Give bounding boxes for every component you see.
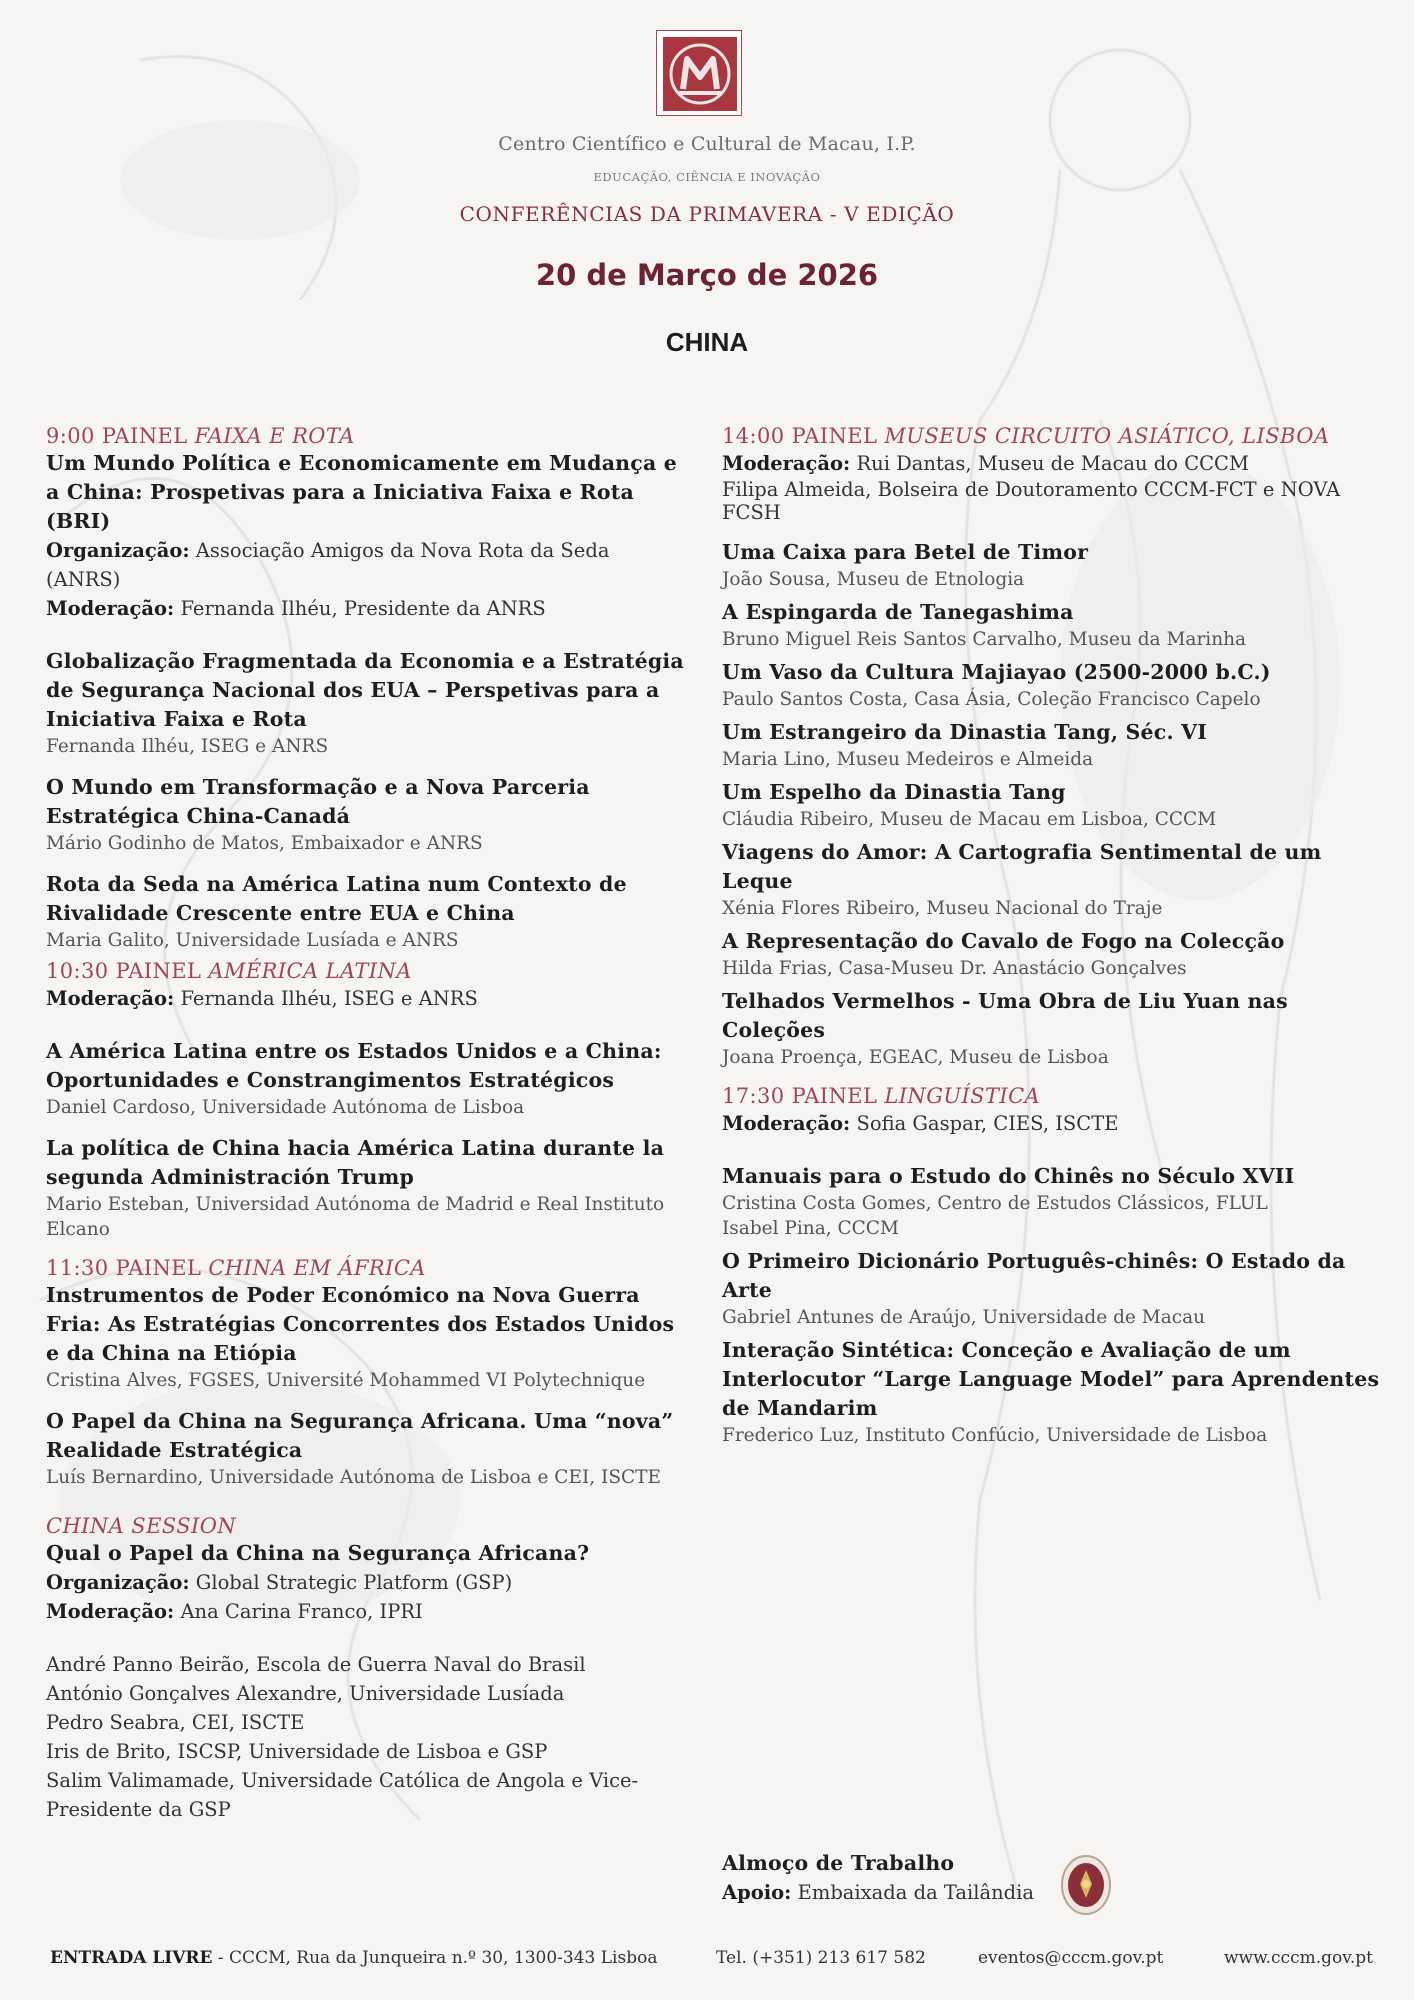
moderation-line: Moderação: Fernanda Ilhéu, Presidente da ANRS: [46, 597, 546, 620]
talk-title: Telhados Vermelhos - Uma Obra de Liu Yuan nas Coleções: [722, 989, 1288, 1042]
cccm-logo: [656, 30, 742, 116]
panel-heading: 10:30 PAINEL AMÉRICA LATINA: [46, 959, 412, 983]
organization-line: Organização: Associação Amigos da Nova Rota da Seda (ANRS): [46, 539, 610, 591]
talk-title: Viagens do Amor: A Cartografia Sentimental de um Leque: [722, 840, 1322, 893]
talk-speaker: Joana Proença, EGEAC, Museu de Lisboa: [722, 1047, 1109, 1068]
panel-heading: 17:30 PAINEL LINGUÍSTICA: [722, 1084, 1041, 1108]
support-line: Apoio: Embaixada da Tailândia: [722, 1881, 1035, 1904]
talk-speaker: Isabel Pina, CCCM: [722, 1218, 899, 1239]
footer-phone: Tel. (+351) 213 617 582: [716, 1948, 926, 1968]
session-title: Um Mundo Política e Economicamente em Mudança e a China: Prospetivas para a Iniciativa Faixa e Rota (BRI): [46, 451, 678, 533]
talk-speaker: Paulo Santos Costa, Casa Ásia, Coleção Francisco Capelo: [722, 689, 1261, 710]
footer-email[interactable]: eventos@cccm.gov.pt: [978, 1948, 1164, 1968]
session-title: Qual o Papel da China na Segurança Africana?: [46, 1541, 590, 1565]
talk-speaker: Frederico Luz, Instituto Confúcio, Universidade de Lisboa: [722, 1425, 1268, 1446]
talk-title: A Representação do Cavalo de Fogo na Colecção: [722, 929, 1285, 953]
moderation-line: Moderação: Sofia Gaspar, CIES, ISCTE: [722, 1112, 1119, 1135]
thai-embassy-emblem-icon: [1060, 1854, 1112, 1916]
talk-title: Rota da Seda na América Latina num Contexto de Rivalidade Crescente entre EUA e China: [46, 872, 627, 925]
panel-heading: 14:00 PAINEL MUSEUS CIRCUITO ASIÁTICO, LISBOA: [722, 424, 1330, 448]
talk-speaker: Bruno Miguel Reis Santos Carvalho, Museu da Marinha: [722, 629, 1247, 650]
panel-heading: CHINA SESSION: [46, 1514, 237, 1538]
talk-title: Um Vaso da Cultura Majiayao (2500-2000 b.C.): [722, 660, 1271, 684]
talk-speaker: Gabriel Antunes de Araújo, Universidade de Macau: [722, 1307, 1206, 1328]
panel-heading: 9:00 PAINEL FAIXA E ROTA: [46, 424, 355, 448]
moderation-line: Moderação: Ana Carina Franco, IPRI: [46, 1600, 423, 1623]
panel-heading: 11:30 PAINEL CHINA EM ÁFRICA: [46, 1256, 426, 1280]
speaker-list-item: André Panno Beirão, Escola de Guerra Naval do Brasil: [46, 1653, 586, 1676]
moderation-extra: Filipa Almeida, Bolseira de Doutoramento CCCM-FCT e NOVA FCSH: [722, 478, 1341, 524]
talk-title: O Papel da China na Segurança Africana. Uma “nova” Realidade Estratégica: [46, 1409, 674, 1462]
event-theme: CHINA: [665, 327, 749, 357]
talk-speaker: Cristina Costa Gomes, Centro de Estudos Clássicos, FLUL: [722, 1193, 1268, 1214]
talk-title: La política de China hacia América Latina durante la segunda Administración Trump: [46, 1136, 665, 1189]
talk-speaker: Cláudia Ribeiro, Museu de Macau em Lisboa, CCCM: [722, 809, 1217, 830]
talk-speaker: Mário Godinho de Matos, Embaixador e ANRS: [46, 833, 483, 854]
moderation-line: Moderação: Rui Dantas, Museu de Macau do CCCM: [722, 452, 1249, 475]
speaker-list-item: António Gonçalves Alexandre, Universidade Lusíada: [46, 1682, 565, 1705]
speaker-list-item: Pedro Seabra, CEI, ISCTE: [46, 1711, 305, 1734]
talk-title: Manuais para o Estudo do Chinês no Século XVII: [722, 1164, 1295, 1188]
talk-title: A América Latina entre os Estados Unidos e a China: Oportunidades e Constrangimentos Estratégicos: [46, 1039, 662, 1092]
talk-speaker: Luís Bernardino, Universidade Autónoma de Lisboa e CEI, ISCTE: [46, 1467, 662, 1488]
organization-tagline: EDUCAÇÃO, CIÊNCIA E INOVAÇÃO: [593, 170, 821, 184]
talk-speaker: Hilda Frias, Casa-Museu Dr. Anastácio Gonçalves: [722, 958, 1187, 979]
talk-speaker: Maria Lino, Museu Medeiros e Almeida: [722, 749, 1094, 770]
lunch-title: Almoço de Trabalho: [722, 1851, 955, 1875]
footer-address: ENTRADA LIVRE - CCCM, Rua da Junqueira n.º 30, 1300-343 Lisboa: [50, 1948, 658, 1968]
talk-title: Uma Caixa para Betel de Timor: [722, 540, 1089, 564]
talk-speaker: João Sousa, Museu de Etnologia: [722, 569, 1025, 590]
talk-title: Globalização Fragmentada da Economia e a Estratégia de Segurança Nacional dos EUA – Perspetivas para a Iniciativa Faixa e Rota: [46, 649, 684, 731]
talk-title: O Primeiro Dicionário Português-chinês: O Estado da Arte: [722, 1249, 1346, 1302]
talk-title: Um Espelho da Dinastia Tang: [722, 780, 1066, 804]
organization-line: Organização: Global Strategic Platform (GSP): [46, 1571, 513, 1594]
talk-title: Instrumentos de Poder Económico na Nova Guerra Fria: As Estratégias Concorrentes dos Estados Unidos e da China na Etiópia: [46, 1283, 675, 1365]
left-column: [46, 424, 686, 1824]
event-series-title: CONFERÊNCIAS DA PRIMAVERA - V EDIÇÃO: [459, 202, 955, 226]
footer-website[interactable]: www.cccm.gov.pt: [1224, 1948, 1373, 1968]
talk-speaker: Maria Galito, Universidade Lusíada e ANRS: [46, 930, 459, 951]
talk-title: Um Estrangeiro da Dinastia Tang, Séc. VI: [722, 720, 1208, 744]
moderation-line: Moderação: Fernanda Ilhéu, ISEG e ANRS: [46, 987, 478, 1010]
organization-name: Centro Científico e Cultural de Macau, I.P.: [498, 133, 916, 155]
speaker-list-item: Iris de Brito, ISCSP, Universidade de Lisboa e GSP: [46, 1740, 548, 1763]
talk-title: O Mundo em Transformação e a Nova Parceria Estratégica China-Canadá: [46, 775, 590, 828]
talk-title: Interação Sintética: Conceção e Avaliação de um Interlocutor “Large Language Model” para Aprendentes de Mandarim: [722, 1338, 1380, 1420]
lunch-block: [722, 1848, 1082, 1907]
talk-title: A Espingarda de Tanegashima: [722, 600, 1074, 624]
talk-speaker: Xénia Flores Ribeiro, Museu Nacional do Traje: [722, 898, 1163, 919]
event-date: 20 de Março de 2026: [535, 258, 879, 292]
speaker-list-item: Salim Valimamade, Universidade Católica de Angola e Vice-Presidente da GSP: [46, 1769, 639, 1821]
talk-speaker: Mario Esteban, Universidad Autónoma de Madrid e Real Instituto Elcano: [46, 1194, 665, 1240]
talk-speaker: Cristina Alves, FGSES, Université Mohammed VI Polytechnique: [46, 1370, 646, 1391]
right-column: [722, 424, 1382, 1448]
talk-speaker: Fernanda Ilhéu, ISEG e ANRS: [46, 736, 329, 757]
talk-speaker: Daniel Cardoso, Universidade Autónoma de Lisboa: [46, 1097, 525, 1118]
